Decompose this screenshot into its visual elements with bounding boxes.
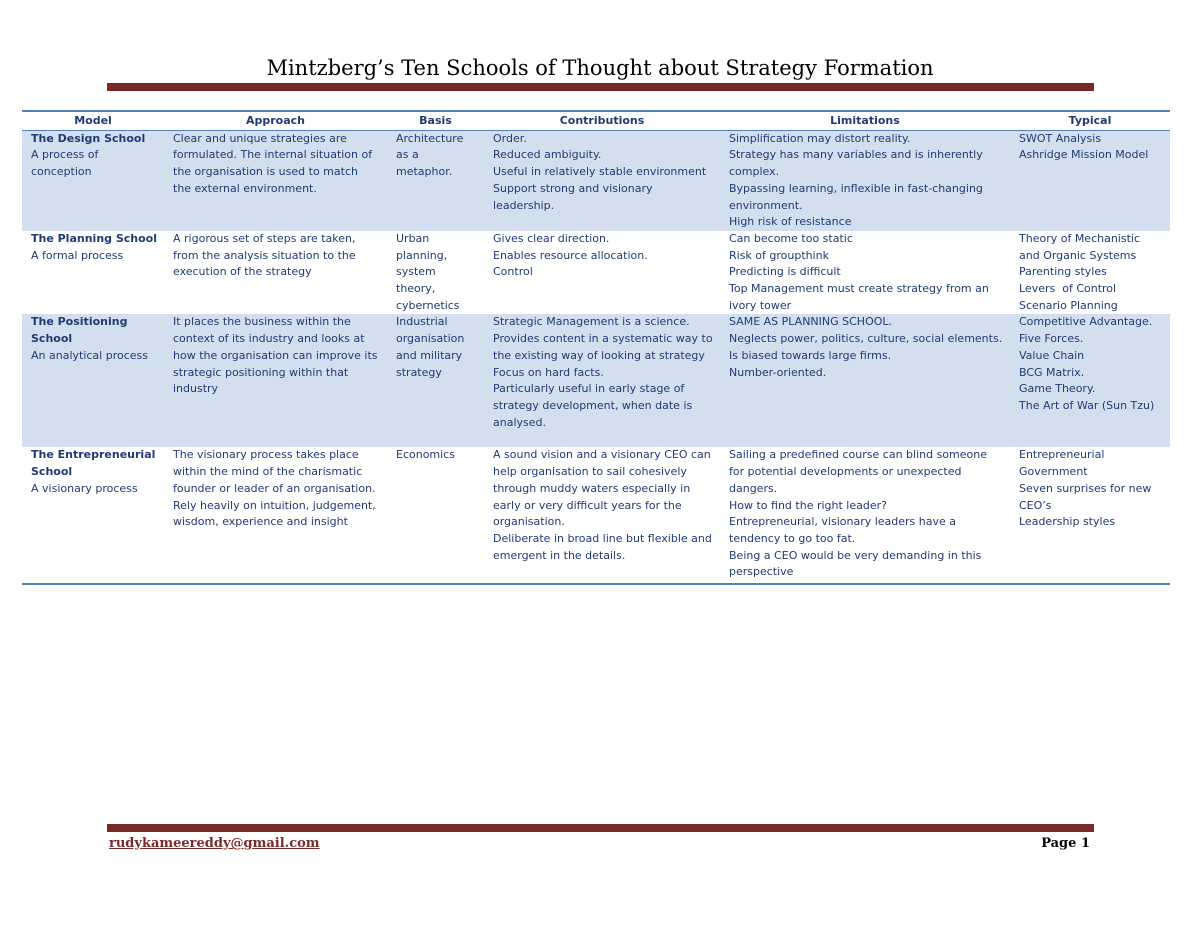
contributions-line: Provides content in a systematic way to bbox=[493, 332, 713, 346]
typical-line: Value Chain bbox=[1019, 348, 1085, 362]
page-number: Page 1 bbox=[1041, 836, 1090, 851]
typical-line: Leadership styles bbox=[1019, 515, 1116, 529]
limitations-line: for potential developments or unexpected bbox=[729, 465, 962, 479]
limitations-line: Strategy has many variables and is inherently bbox=[729, 148, 983, 162]
column-header-basis: Basis bbox=[387, 112, 484, 130]
contributions-line: Enables resource allocation. bbox=[493, 248, 648, 262]
contributions-line: Particularly useful in early stage of bbox=[493, 382, 685, 396]
approach-line: from the analysis situation to the bbox=[173, 248, 356, 262]
school-name: The Planning School bbox=[31, 231, 158, 245]
basis-line: strategy bbox=[396, 365, 442, 379]
column-header-contributions: Contributions bbox=[484, 112, 720, 130]
approach-line: the external environment. bbox=[173, 181, 317, 195]
approach-line: within the mind of the charismatic bbox=[173, 465, 363, 479]
table-row bbox=[22, 231, 1170, 315]
limitations-line: High risk of resistance bbox=[729, 215, 852, 229]
limitations-line: perspective bbox=[729, 565, 794, 579]
limitations-line: Top Management must create strategy from an bbox=[729, 282, 989, 296]
limitations-line: Number-oriented. bbox=[729, 365, 827, 379]
typical-line: BCG Matrix. bbox=[1019, 365, 1085, 379]
cell-limitations bbox=[720, 447, 1010, 583]
limitations-line: dangers. bbox=[729, 481, 778, 495]
cell-model bbox=[22, 314, 164, 447]
header-rule bbox=[107, 83, 1094, 91]
cell-basis bbox=[387, 231, 484, 315]
cell-approach bbox=[164, 231, 387, 315]
approach-line: wisdom, experience and insight bbox=[173, 515, 348, 529]
school-name: The Entrepreneurial School bbox=[31, 448, 156, 479]
model-line: A process of bbox=[31, 148, 99, 162]
cell-typical bbox=[1010, 447, 1170, 583]
contributions-line: strategy development, when date is bbox=[493, 398, 693, 412]
column-header-approach: Approach bbox=[164, 112, 387, 130]
contributions-line: Gives clear direction. bbox=[493, 231, 610, 245]
cell-basis bbox=[387, 130, 484, 231]
cell-basis bbox=[387, 314, 484, 447]
column-header-limitations: Limitations bbox=[720, 112, 1010, 130]
contributions-line: Control bbox=[493, 265, 533, 279]
cell-limitations bbox=[720, 314, 1010, 447]
approach-line: formulated. The internal situation of bbox=[173, 148, 373, 162]
limitations-line: Simplification may distort reality. bbox=[729, 131, 911, 145]
limitations-line: How to find the right leader? bbox=[729, 498, 887, 512]
contributions-line: Focus on hard facts. bbox=[493, 365, 604, 379]
typical-line: Ashridge Mission Model bbox=[1019, 148, 1149, 162]
limitations-line: environment. bbox=[729, 198, 803, 212]
contributions-line: leadership. bbox=[493, 198, 555, 212]
basis-line: theory, bbox=[396, 282, 436, 296]
limitations-line: Predicting is difficult bbox=[729, 265, 841, 279]
cell-contributions bbox=[484, 314, 720, 447]
cell-contributions bbox=[484, 130, 720, 231]
basis-line: Urban bbox=[396, 231, 430, 245]
approach-line: Clear and unique strategies are bbox=[173, 131, 347, 145]
column-header-typical: Typical bbox=[1010, 112, 1170, 130]
table-header-row bbox=[22, 112, 1170, 130]
typical-line: Government bbox=[1019, 465, 1088, 479]
typical-line: SWOT Analysis bbox=[1019, 131, 1102, 145]
basis-line: Industrial bbox=[396, 315, 448, 329]
model-line: An analytical process bbox=[31, 348, 148, 362]
cell-basis bbox=[387, 447, 484, 583]
typical-line: Seven surprises for new bbox=[1019, 481, 1152, 495]
contributions-line: Strategic Management is a science. bbox=[493, 315, 690, 329]
contributions-line: Support strong and visionary bbox=[493, 181, 653, 195]
contributions-line: help organisation to sail cohesively bbox=[493, 465, 687, 479]
contributions-line: A sound vision and a visionary CEO can bbox=[493, 448, 711, 462]
limitations-line: Is biased towards large firms. bbox=[729, 348, 892, 362]
basis-line: system bbox=[396, 265, 436, 279]
cell-model bbox=[22, 231, 164, 315]
basis-line: and military bbox=[396, 348, 463, 362]
typical-line: CEO’s bbox=[1019, 498, 1052, 512]
cell-approach bbox=[164, 447, 387, 583]
limitations-line: Risk of groupthink bbox=[729, 248, 830, 262]
limitations-line: Can become too static bbox=[729, 231, 853, 245]
limitations-line: Bypassing learning, inflexible in fast-changing bbox=[729, 181, 983, 195]
limitations-line: ivory tower bbox=[729, 298, 792, 312]
cell-typical bbox=[1010, 231, 1170, 315]
cell-limitations bbox=[720, 231, 1010, 315]
typical-line: The Art of War (Sun Tzu) bbox=[1019, 398, 1155, 412]
approach-line: context of its industry and looks at bbox=[173, 332, 365, 346]
limitations-line: Being a CEO would be very demanding in this bbox=[729, 548, 982, 562]
model-line: A formal process bbox=[31, 248, 124, 262]
contributions-line: analysed. bbox=[493, 415, 546, 429]
limitations-line: tendency to go too fat. bbox=[729, 531, 856, 545]
contributions-line: the existing way of looking at strategy bbox=[493, 348, 705, 362]
contributions-line: early or very difficult years for the bbox=[493, 498, 682, 512]
limitations-line: SAME AS PLANNING SCHOOL. bbox=[729, 315, 893, 329]
cell-contributions bbox=[484, 231, 720, 315]
footer-email-link[interactable]: rudykameereddy@gmail.com bbox=[109, 836, 320, 851]
cell-model bbox=[22, 447, 164, 583]
approach-line: founder or leader of an organisation. bbox=[173, 481, 376, 495]
approach-line: strategic positioning within that bbox=[173, 365, 349, 379]
contributions-line: Useful in relatively stable environment bbox=[493, 165, 707, 179]
cell-approach bbox=[164, 314, 387, 447]
column-header-model: Model bbox=[22, 112, 164, 130]
typical-line: Theory of Mechanistic bbox=[1019, 231, 1141, 245]
approach-line: execution of the strategy bbox=[173, 265, 312, 279]
contributions-line: through muddy waters especially in bbox=[493, 481, 691, 495]
approach-line: the organisation is used to match bbox=[173, 165, 358, 179]
limitations-line: Neglects power, politics, culture, social elements. bbox=[729, 332, 1003, 346]
typical-line: Levers of Control bbox=[1019, 282, 1117, 296]
basis-line: cybernetics bbox=[396, 298, 460, 312]
limitations-line: complex. bbox=[729, 165, 780, 179]
cell-typical bbox=[1010, 130, 1170, 231]
basis-line: Economics bbox=[396, 448, 455, 462]
contributions-line: Deliberate in broad line but flexible and bbox=[493, 531, 712, 545]
cell-limitations bbox=[720, 130, 1010, 231]
typical-line: Scenario Planning bbox=[1019, 298, 1118, 312]
contributions-line: organisation. bbox=[493, 515, 565, 529]
typical-line: Game Theory. bbox=[1019, 382, 1096, 396]
approach-line: industry bbox=[173, 382, 219, 396]
schools-table bbox=[22, 110, 1170, 585]
approach-line: Rely heavily on intuition, judgement, bbox=[173, 498, 376, 512]
basis-line: organisation bbox=[396, 332, 465, 346]
basis-line: planning, bbox=[396, 248, 448, 262]
school-name: The Positioning School bbox=[31, 315, 128, 346]
cell-typical bbox=[1010, 314, 1170, 447]
contributions-line: Reduced ambiguity. bbox=[493, 148, 602, 162]
basis-line: Architecture bbox=[396, 131, 464, 145]
typical-line: Five Forces. bbox=[1019, 332, 1084, 346]
approach-line: A rigorous set of steps are taken, bbox=[173, 231, 356, 245]
limitations-line: Entrepreneurial, visionary leaders have a bbox=[729, 515, 957, 529]
limitations-line: Sailing a predefined course can blind someone bbox=[729, 448, 987, 462]
basis-line: as a bbox=[396, 148, 419, 162]
model-line: A visionary process bbox=[31, 481, 138, 495]
approach-line: It places the business within the bbox=[173, 315, 351, 329]
school-name: The Design School bbox=[31, 131, 146, 145]
contributions-line: emergent in the details. bbox=[493, 548, 626, 562]
typical-line: Entrepreneurial bbox=[1019, 448, 1105, 462]
cell-approach bbox=[164, 130, 387, 231]
table-row bbox=[22, 447, 1170, 583]
contributions-line: Order. bbox=[493, 131, 527, 145]
approach-line: The visionary process takes place bbox=[173, 448, 359, 462]
page-title: Mintzberg’s Ten Schools of Thought about Strategy Formation bbox=[266, 56, 934, 80]
cell-model bbox=[22, 130, 164, 231]
typical-line: Parenting styles bbox=[1019, 265, 1107, 279]
typical-line: and Organic Systems bbox=[1019, 248, 1137, 262]
cell-contributions bbox=[484, 447, 720, 583]
model-line: conception bbox=[31, 165, 92, 179]
table-row bbox=[22, 314, 1170, 447]
approach-line: how the organisation can improve its bbox=[173, 348, 378, 362]
typical-line: Competitive Advantage. bbox=[1019, 315, 1153, 329]
table-row bbox=[22, 130, 1170, 231]
footer-rule bbox=[107, 824, 1094, 832]
basis-line: metaphor. bbox=[396, 165, 453, 179]
